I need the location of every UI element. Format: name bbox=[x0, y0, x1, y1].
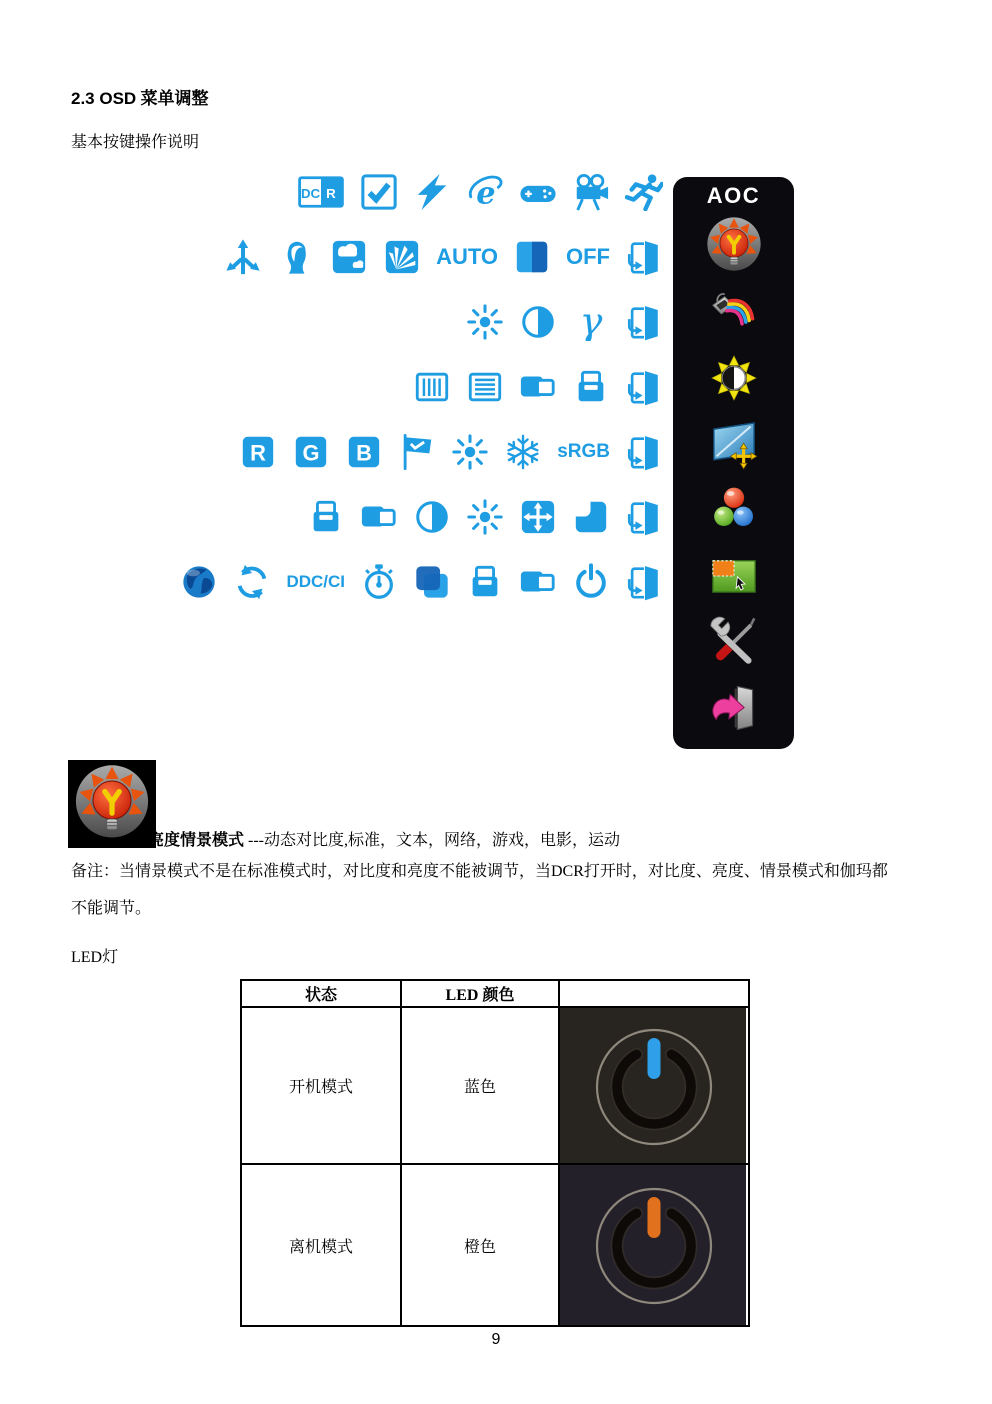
sidebar-item-color-temperature bbox=[673, 477, 794, 543]
exit-door-icon bbox=[625, 563, 663, 601]
color-temperature-icon bbox=[707, 483, 761, 537]
led-state-cell: 离机模式 bbox=[241, 1164, 401, 1326]
icon-row-7 bbox=[0, 562, 663, 602]
sidebar-item-color-setup bbox=[673, 279, 794, 345]
v-position-icon bbox=[466, 563, 504, 601]
led-section-label: LED灯 bbox=[71, 949, 119, 966]
srgb-label: sRGB bbox=[557, 441, 610, 462]
note-paragraph bbox=[71, 853, 888, 927]
reset-icon bbox=[233, 563, 271, 601]
scene-mode-line bbox=[148, 827, 620, 850]
contrast-icon bbox=[413, 498, 451, 536]
split-square-icon bbox=[513, 238, 551, 276]
osd-menu-sidebar bbox=[673, 177, 794, 749]
nature-icon bbox=[383, 238, 421, 276]
checkbox-icon bbox=[360, 173, 398, 211]
brightness-scene-figure bbox=[68, 760, 156, 848]
icon-row-3 bbox=[0, 302, 663, 342]
led-image-cell bbox=[559, 1164, 749, 1326]
language-globe-icon bbox=[180, 563, 218, 601]
brightness-scene-bulb-icon bbox=[70, 762, 154, 846]
gamma-icon bbox=[572, 303, 610, 341]
sidebar-item-picture-boost bbox=[673, 543, 794, 609]
icon-row-4 bbox=[0, 367, 663, 407]
luminance-icon bbox=[707, 351, 761, 405]
exit-icon bbox=[707, 681, 761, 735]
h-position-icon bbox=[360, 498, 398, 536]
contrast-icon bbox=[519, 303, 557, 341]
h-position-icon bbox=[519, 368, 557, 406]
icon-row-2 bbox=[0, 237, 663, 277]
brightness-sun-icon bbox=[466, 303, 504, 341]
v-position-icon bbox=[572, 368, 610, 406]
sidebar-item-brightness-scene bbox=[673, 213, 794, 279]
icon-row-6 bbox=[0, 497, 663, 537]
red-square-icon bbox=[239, 433, 277, 471]
led-table-row-1 bbox=[241, 1007, 749, 1164]
sidebar-item-image-setup bbox=[673, 411, 794, 477]
flag-check-icon bbox=[398, 433, 436, 471]
picture-boost-icon bbox=[707, 549, 761, 603]
runner-icon bbox=[625, 173, 663, 211]
sidebar-item-exit bbox=[673, 675, 794, 741]
exit-door-icon bbox=[625, 498, 663, 536]
led-table bbox=[240, 979, 750, 1327]
off-label: OFF bbox=[566, 244, 610, 269]
focus-lines-icon bbox=[466, 368, 504, 406]
blue-square-icon bbox=[345, 433, 383, 471]
portrait-icon bbox=[277, 238, 315, 276]
led-table-row-2 bbox=[241, 1164, 749, 1326]
led-image-cell bbox=[559, 1007, 749, 1164]
led-state-cell: 开机模式 bbox=[241, 1007, 401, 1164]
exit-door-icon bbox=[625, 368, 663, 406]
page-number: 9 bbox=[491, 1331, 501, 1348]
osd-setup-icon bbox=[707, 615, 761, 669]
note-line-1: 备注：当情景模式不是在标准模式时，对比度和亮度不能被调节，当DCR打开时，对比度、亮度、情景模式和伽玛都 bbox=[71, 863, 888, 880]
note-line-2: 不能调节。 bbox=[71, 900, 152, 917]
auto-label: AUTO bbox=[436, 244, 498, 269]
page-title bbox=[71, 84, 208, 109]
lightning-icon bbox=[413, 173, 451, 211]
led-table-header-1: LED 颜色 bbox=[401, 980, 559, 1007]
exit-door-icon bbox=[625, 238, 663, 276]
led-table-header-0: 状态 bbox=[241, 980, 401, 1007]
internet-explorer-icon bbox=[466, 173, 504, 211]
exit-door-icon bbox=[625, 303, 663, 341]
page-title-zh: 菜单调整 bbox=[136, 89, 209, 108]
aoc-logo: AOC bbox=[706, 183, 761, 208]
led-color-cell: 橙色 bbox=[401, 1164, 559, 1326]
movie-camera-icon bbox=[572, 173, 610, 211]
color-setup-icon bbox=[707, 285, 761, 339]
sidebar-item-osd-setup bbox=[673, 609, 794, 675]
timer-icon bbox=[360, 563, 398, 601]
power-button-photo bbox=[560, 1008, 746, 1163]
osd-icon-grid bbox=[0, 172, 663, 602]
v-position-icon bbox=[307, 498, 345, 536]
layers-icon bbox=[413, 563, 451, 601]
scene-mode-list: ---动态对比度,标准，文本，网络，游戏，电影，运动 bbox=[244, 832, 621, 849]
gamepad-icon bbox=[519, 173, 557, 211]
icon-row-1 bbox=[0, 172, 663, 212]
sidebar-item-luminance bbox=[673, 345, 794, 411]
h-position-icon bbox=[519, 563, 557, 601]
section-subtitle: 基本按键操作说明 bbox=[71, 134, 200, 151]
corner-position-icon bbox=[572, 498, 610, 536]
brightness-sun-icon bbox=[466, 498, 504, 536]
led-table-header-row bbox=[241, 980, 749, 1007]
scene-mode-label: 亮度情景模式 bbox=[148, 832, 245, 849]
green-square-icon bbox=[292, 433, 330, 471]
image-setup-icon bbox=[706, 416, 762, 472]
icon-row-5 bbox=[0, 432, 663, 472]
weather-icon bbox=[330, 238, 368, 276]
power-icon bbox=[572, 563, 610, 601]
power-button-photo bbox=[560, 1165, 746, 1325]
led-table-header-2 bbox=[559, 980, 749, 1007]
exit-door-icon bbox=[625, 433, 663, 471]
cool-snowflake-icon bbox=[504, 433, 542, 471]
led-color-cell: 蓝色 bbox=[401, 1007, 559, 1164]
dcr-badge-icon bbox=[297, 173, 345, 211]
page-title-number: 2.3 OSD bbox=[71, 89, 137, 108]
move-arrows-icon bbox=[519, 498, 557, 536]
brightness-scene-icon bbox=[703, 215, 765, 277]
warm-sun-icon bbox=[451, 433, 489, 471]
ddcci-label: DDC/CI bbox=[286, 572, 345, 591]
clock-phase-icon bbox=[413, 368, 451, 406]
branch-arrows-icon bbox=[224, 238, 262, 276]
